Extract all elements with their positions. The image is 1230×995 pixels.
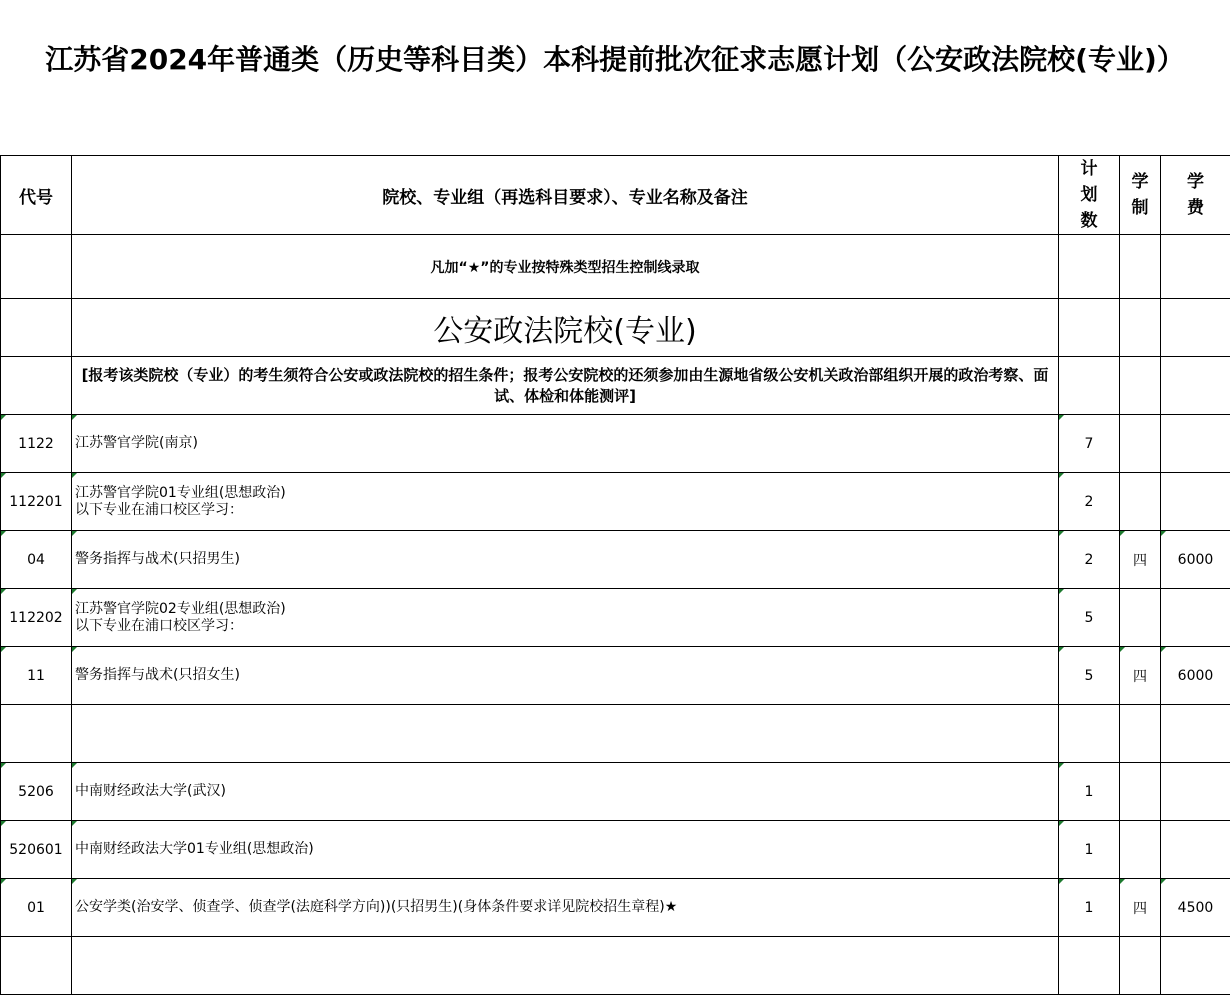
row-fee xyxy=(1161,937,1230,995)
table-row xyxy=(1,879,1230,937)
description-line: 以下专业在浦口校区学习： xyxy=(75,617,243,634)
row-plan-count: 2 xyxy=(1059,531,1120,589)
row-length: 四 xyxy=(1120,647,1161,705)
requirement-note: [报考该类院校（专业）的考生须符合公安或政法院校的招生条件；报考公安院校的还须参加由生源地省级公安机关政治部组织开展的政治考察、面试、体检和体能测评] xyxy=(72,357,1059,415)
description-line: 以下专业在浦口校区学习： xyxy=(75,501,243,518)
row-fee: 6000 xyxy=(1161,647,1230,705)
table-row xyxy=(1,821,1230,879)
header-plan-char: 计 xyxy=(1080,159,1098,179)
header-plan-char: 数 xyxy=(1080,211,1098,231)
row-description xyxy=(72,705,1059,763)
row-code xyxy=(1,937,72,995)
section-title: 公安政法院校(专业) xyxy=(72,299,1059,357)
description-line: 中南财经政法大学(武汉) xyxy=(75,783,226,799)
row-fee: 6000 xyxy=(1161,531,1230,589)
row-code: 520601 xyxy=(1,821,72,879)
section-row xyxy=(1,299,1230,357)
header-fee xyxy=(1161,156,1230,235)
header-length-char: 制 xyxy=(1131,198,1149,218)
header-row xyxy=(1,156,1230,235)
row-description xyxy=(72,531,1059,589)
table-row xyxy=(1,763,1230,821)
row-description xyxy=(72,937,1059,995)
row-fee xyxy=(1161,473,1230,531)
notice-row xyxy=(1,235,1230,299)
row-length xyxy=(1120,763,1161,821)
row-fee: 4500 xyxy=(1161,879,1230,937)
row-length xyxy=(1120,473,1161,531)
header-fee-char: 学 xyxy=(1187,172,1204,192)
header-code: 代号 xyxy=(1,156,72,235)
row-fee xyxy=(1161,763,1230,821)
row-fee xyxy=(1161,415,1230,473)
row-plan-count xyxy=(1059,705,1120,763)
table-row xyxy=(1,647,1230,705)
row-code xyxy=(1,705,72,763)
description-line: 江苏警官学院01专业组(思想政治) xyxy=(75,484,286,501)
header-length xyxy=(1120,156,1161,235)
row-description xyxy=(72,473,1059,531)
row-length xyxy=(1120,589,1161,647)
table-row xyxy=(1,937,1230,995)
row-length xyxy=(1120,821,1161,879)
table-row xyxy=(1,473,1230,531)
description-line: 公安学类(治安学、侦查学、侦查学(法庭科学方向))(只招男生)(身体条件要求详见院校招生章程)★ xyxy=(75,899,678,915)
row-fee xyxy=(1161,821,1230,879)
description-line: 中南财经政法大学01专业组(思想政治) xyxy=(75,841,314,857)
row-description xyxy=(72,879,1059,937)
table-row xyxy=(1,415,1230,473)
row-plan-count: 5 xyxy=(1059,647,1120,705)
requirement-row xyxy=(1,357,1230,415)
row-description xyxy=(72,763,1059,821)
row-length xyxy=(1120,937,1161,995)
row-code: 11 xyxy=(1,647,72,705)
row-code: 112201 xyxy=(1,473,72,531)
row-description xyxy=(72,821,1059,879)
page-title: 江苏省2024年普通类（历史等科目类）本科提前批次征求志愿计划（公安政法院校(专业)） xyxy=(45,43,1185,76)
header-length-char: 学 xyxy=(1131,172,1149,192)
row-length xyxy=(1120,415,1161,473)
special-notice: 凡加“★”的专业按特殊类型招生控制线录取 xyxy=(72,235,1059,299)
row-code: 5206 xyxy=(1,763,72,821)
table-row xyxy=(1,531,1230,589)
row-length xyxy=(1120,705,1161,763)
header-plan xyxy=(1059,156,1120,235)
table-row xyxy=(1,705,1230,763)
admission-plan-table xyxy=(0,155,1230,995)
row-code: 01 xyxy=(1,879,72,937)
row-length: 四 xyxy=(1120,531,1161,589)
header-description: 院校、专业组（再选科目要求）、专业名称及备注 xyxy=(72,156,1059,235)
row-description xyxy=(72,415,1059,473)
row-description xyxy=(72,647,1059,705)
row-plan-count: 1 xyxy=(1059,763,1120,821)
description-line: 江苏警官学院(南京) xyxy=(75,435,198,451)
header-plan-char: 划 xyxy=(1080,185,1098,205)
description-line: 警务指挥与战术(只招男生) xyxy=(75,551,240,567)
row-plan-count: 7 xyxy=(1059,415,1120,473)
row-plan-count: 1 xyxy=(1059,879,1120,937)
description-line: 警务指挥与战术(只招女生) xyxy=(75,667,240,683)
row-code: 04 xyxy=(1,531,72,589)
description-line: 江苏警官学院02专业组(思想政治) xyxy=(75,600,286,617)
row-plan-count: 5 xyxy=(1059,589,1120,647)
row-plan-count xyxy=(1059,937,1120,995)
row-plan-count: 2 xyxy=(1059,473,1120,531)
table-row xyxy=(1,589,1230,647)
row-length: 四 xyxy=(1120,879,1161,937)
row-fee xyxy=(1161,705,1230,763)
row-code: 1122 xyxy=(1,415,72,473)
row-fee xyxy=(1161,589,1230,647)
row-description xyxy=(72,589,1059,647)
header-fee-char: 费 xyxy=(1187,198,1204,218)
row-plan-count: 1 xyxy=(1059,821,1120,879)
row-code: 112202 xyxy=(1,589,72,647)
